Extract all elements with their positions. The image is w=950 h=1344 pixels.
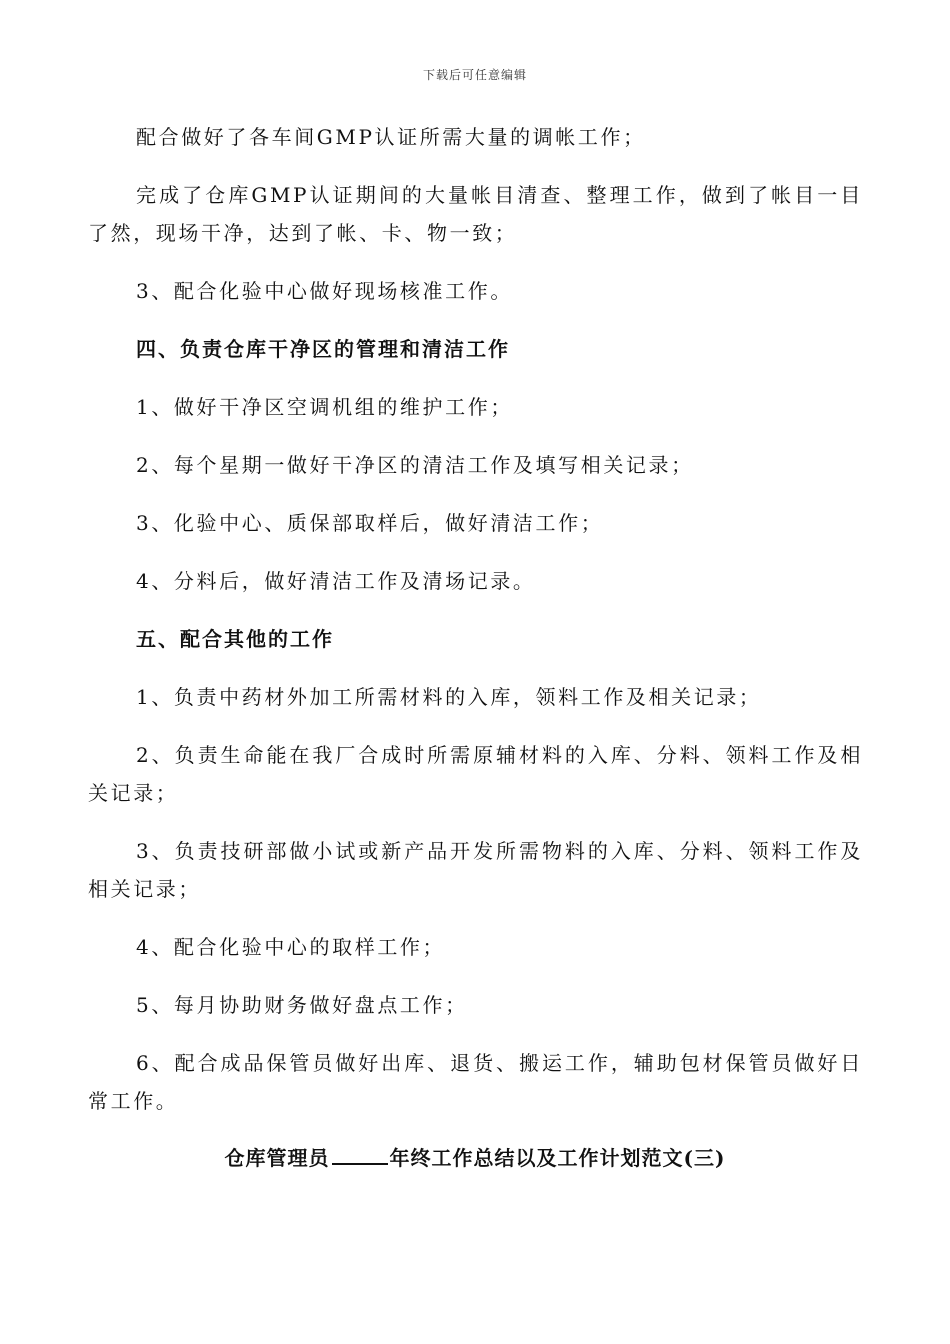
paragraph: 3、配合化验中心做好现场核准工作。	[136, 279, 513, 303]
title-blank	[332, 1141, 388, 1165]
section-heading: 五、配合其他的工作	[136, 627, 334, 651]
paragraph: 4、配合化验中心的取样工作；	[136, 935, 446, 959]
section-heading: 四、负责仓库干净区的管理和清洁工作	[136, 337, 510, 361]
paragraph: 3、化验中心、质保部取样后，做好清洁工作；	[136, 511, 604, 535]
paragraph: 2、每个星期一做好干净区的清洁工作及填写相关记录；	[136, 453, 694, 477]
paragraph: 4、分料后，做好清洁工作及清场记录。	[136, 569, 536, 593]
paragraph: 3、负责技研部做小试或新产品开发所需物料的入库、分料、领料工作及相关记录；	[88, 839, 863, 901]
paragraph: 配合做好了各车间GMP认证所需大量的调帐工作；	[136, 125, 646, 149]
paragraph: 完成了仓库GMP认证期间的大量帐目清查、整理工作，做到了帐目一目了然，现场干净，达到了帐、卡、物一致；	[88, 183, 863, 245]
paragraph: 1、做好干净区空调机组的维护工作；	[136, 395, 513, 419]
paragraph: 5、每月协助财务做好盘点工作；	[136, 993, 468, 1017]
paragraph: 1、负责中药材外加工所需材料的入库，领料工作及相关记录；	[136, 685, 762, 709]
paragraph: 2、负责生命能在我厂合成时所需原辅材料的入库、分料、领料工作及相关记录；	[88, 743, 863, 805]
document-title	[0, 1139, 950, 1177]
title-suffix: 年终工作总结以及工作计划范文(三)	[389, 1146, 726, 1170]
title-prefix: 仓库管理员	[224, 1146, 330, 1170]
page-header: 下载后可任意编辑	[422, 68, 527, 82]
document-body	[88, 118, 863, 1140]
paragraph: 6、配合成品保管员做好出库、退货、搬运工作，辅助包材保管员做好日常工作。	[88, 1051, 863, 1113]
